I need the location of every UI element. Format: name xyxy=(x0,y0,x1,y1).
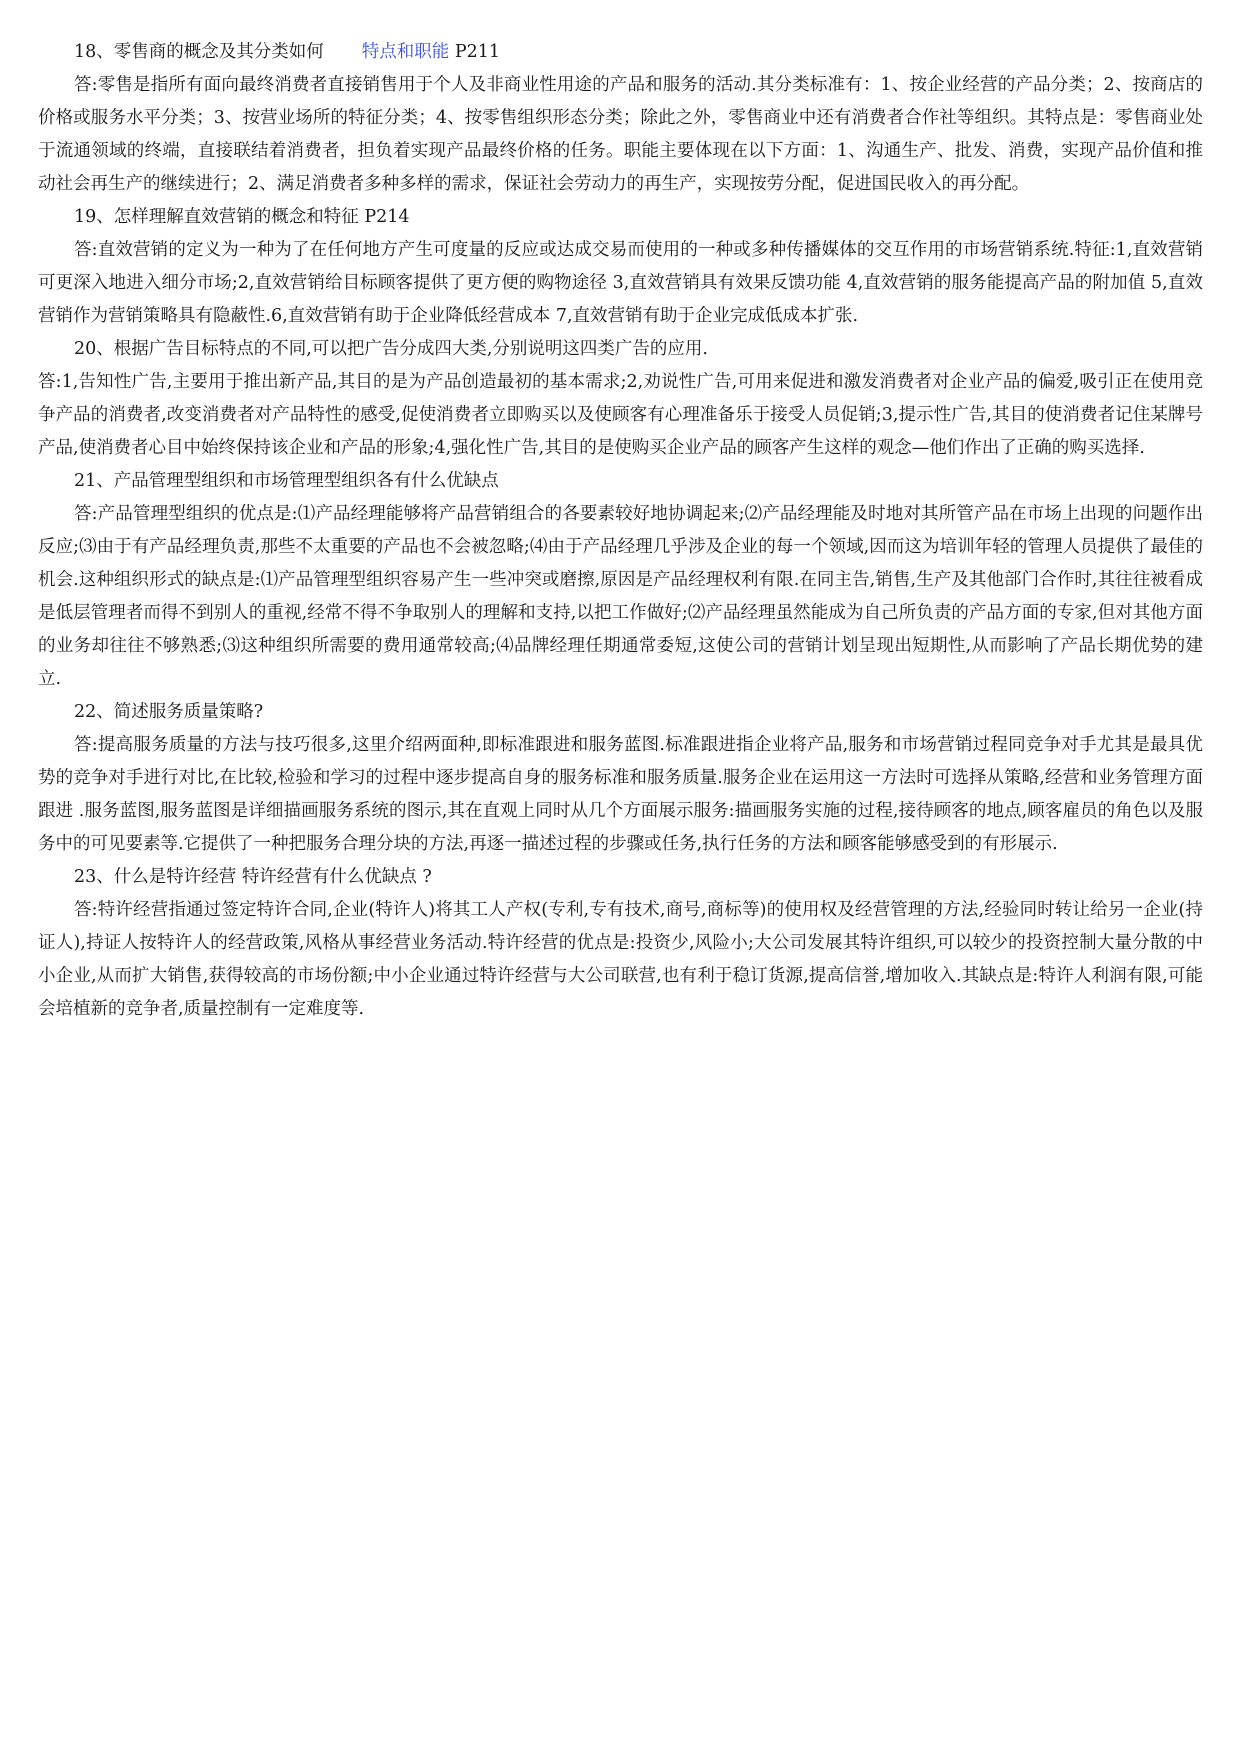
question-21: 21、产品管理型组织和市场管理型组织各有什么优缺点 xyxy=(74,471,499,491)
question-22: 22、简述服务质量策略? xyxy=(74,702,264,722)
question-18-text: 18、零售商的概念及其分类如何 xyxy=(74,42,324,62)
question-18-page: P211 xyxy=(454,42,501,62)
question-23: 23、什么是特许经营 特许经营有什么优缺点 ? xyxy=(74,867,432,887)
answer-22: 答:提高服务质量的方法与技巧很多,这里介绍两面种,即标准跟进和服务蓝图.标准跟进指企业将产品,服务和市场营销过程同竞争对手尤其是最具优势的竞争对手进行对比,在比较,检验和学习的过程中逐步提高自身的服务标准和服务质量.服务企业在运用这一方法时可选择从策略,经营和业务管理方面跟进 .服务蓝图,服务蓝图是详细描画服务系统的图示,其在直观上同时从几个方面展示服务:描画服务实施的过程,接待顾客的地点,顾客雇员的角色以及服务中的可见要素等.它提供了一种把服务合理分块的方法,再逐一描述过程的步骤或任务,执行任务的方法和顾客能够感受到的有形展示. xyxy=(38,735,1203,854)
question-19: 19、怎样理解直效营销的概念和特征 P214 xyxy=(74,207,410,227)
answer-23: 答:特许经营指通过签定特许合同,企业(特许人)将其工人产权(专利,专有技术,商号,商标等)的使用权及经营管理的方法,经验同时转让给另一企业(持证人),持证人按特许人的经营政策,风格从事经营业务活动.特许经营的优点是:投资少,风险小;大公司发展其特许组织,可以较少的投资控制大量分散的中小企业,从而扩大销售,获得较高的市场份额;中小企业通过特许经营与大公司联营,也有利于稳订货源,提高信誉,增加收入.其缺点是:特许人利润有限,可能会培植新的竞争者,质量控制有一定难度等. xyxy=(38,900,1203,1019)
answer-20: 答:1,告知性广告,主要用于推出新产品,其目的是为产品创造最初的基本需求;2,劝说性广告,可用来促进和激发消费者对企业产品的偏爱,吸引正在使用竞争产品的消费者,改变消费者对产品特性的感受,促使消费者立即购买以及使顾客有心理准备乐于接受人员促销;3,提示性广告,其目的使消费者记住某牌号产品,使消费者心目中始终保持该企业和产品的形象;4,强化性广告,其目的是使购买企业产品的顾客产生这样的观念—他们作出了正确的购买选择. xyxy=(38,372,1203,458)
question-18-link[interactable]: 特点和职能 xyxy=(361,42,450,62)
document-body xyxy=(38,36,1203,1026)
answer-21: 答:产品管理型组织的优点是:⑴产品经理能够将产品营销组合的各要素较好地协调起来;⑵产品经理能及时地对其所管产品在市场上出现的问题作出反应;⑶由于有产品经理负责,那些不太重要的产品也不会被忽略;⑷由于产品经理几乎涉及企业的每一个领域,因而这为培训年轻的管理人员提供了最佳的机会.这种组织形式的缺点是:⑴产品管理型组织容易产生一些冲突或磨擦,原因是产品经理权利有限.在同主告,销售,生产及其他部门合作时,其往往被看成是低层管理者而得不到别人的重视,经常不得不争取别人的理解和支持,以把工作做好;⑵产品经理虽然能成为自己所负责的产品方面的专家,但对其他方面的业务却往往不够熟悉;⑶这种组织所需要的费用通常较高;⑷品牌经理任期通常委短,这使公司的营销计划呈现出短期性,从而影响了产品长期优势的建立. xyxy=(38,504,1203,689)
answer-19: 答:直效营销的定义为一种为了在任何地方产生可度量的反应或达成交易而使用的一种或多种传播媒体的交互作用的市场营销系统.特征:1,直效营销可更深入地进入细分市场;2,直效营销给目标顾客提供了更方便的购物途径 3,直效营销具有效果反馈功能 4,直效营销的服务能提高产品的附加值 5,直效营销作为营销策略具有隐蔽性.6,直效营销有助于企业降低经营成本 7,直效营销有助于企业完成低成本扩张. xyxy=(38,240,1203,326)
question-20: 20、根据广告目标特点的不同,可以把广告分成四大类,分别说明这四类广告的应用. xyxy=(74,339,708,359)
answer-18: 答:零售是指所有面向最终消费者直接销售用于个人及非商业性用途的产品和服务的活动.其分类标准有：1、按企业经营的产品分类；2、按商店的价格或服务水平分类；3、按营业场所的特征分类；4、按零售组织形态分类；除此之外，零售商业中还有消费者合作社等组织。其特点是：零售商业处于流通领域的终端，直接联结着消费者，担负着实现产品最终价格的任务。职能主要体现在以下方面：1、沟通生产、批发、消费，实现产品价值和推动社会再生产的继续进行；2、满足消费者多种多样的需求，保证社会劳动力的再生产，实现按劳分配，促进国民收入的再分配。 xyxy=(38,75,1203,194)
question-18 xyxy=(38,36,1203,69)
